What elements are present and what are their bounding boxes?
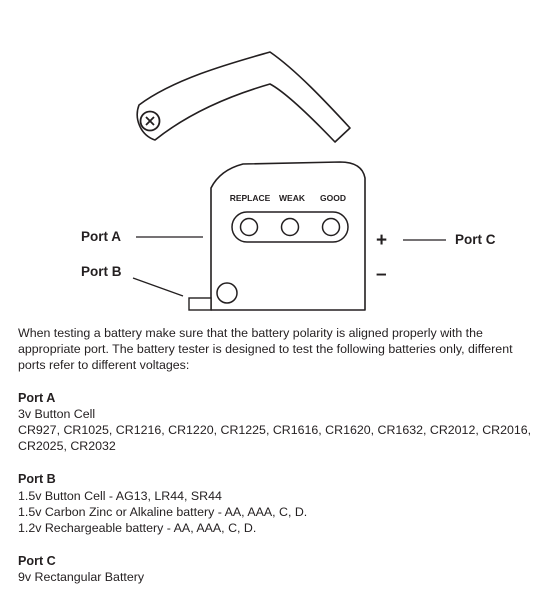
port-a-line: CR927, CR1025, CR1216, CR1220, CR1225, CR1616, CR1620, CR1632, CR2012, CR2016, CR2025, CR2032 xyxy=(18,423,532,454)
port-c-line: 9v Rectangular Battery xyxy=(18,570,145,585)
replace-label: REPLACE xyxy=(229,193,271,203)
plus-sign: + xyxy=(376,230,388,251)
replace-indicator-light xyxy=(241,219,258,236)
instructions-text xyxy=(18,325,543,603)
tester-swing-arm xyxy=(137,52,350,142)
port-a-heading: Port A xyxy=(18,390,56,405)
port-b-line: 1.5v Carbon Zinc or Alkaline battery - AA, AAA, C, D. xyxy=(18,504,308,519)
port-b-leader-line xyxy=(133,278,183,296)
pivot-screw-icon xyxy=(141,112,160,131)
port-b-heading: Port B xyxy=(18,472,56,487)
good-label: GOOD xyxy=(320,193,346,203)
tester-round-button xyxy=(217,283,237,303)
port-a-line: 3v Button Cell xyxy=(18,406,96,421)
port-c-section xyxy=(18,553,543,585)
port-a-label: Port A xyxy=(81,229,121,244)
weak-indicator-light xyxy=(282,219,299,236)
port-b-line: 1.5v Button Cell - AG13, LR44, SR44 xyxy=(18,488,222,503)
port-c-heading: Port C xyxy=(18,554,56,569)
port-b-line: 1.2v Rechargeable battery - AA, AAA, C, D. xyxy=(18,521,257,536)
port-c-label: Port C xyxy=(455,232,496,247)
port-a-section xyxy=(18,390,543,455)
minus-sign: – xyxy=(376,264,387,285)
port-b-section xyxy=(18,471,543,536)
intro-paragraph: When testing a battery make sure that the battery polarity is aligned properly with the appropriate port. The battery tester is designed to test the following batteries only, different ports refer to different voltages: xyxy=(18,326,513,373)
weak-label: WEAK xyxy=(279,193,305,203)
port-b-slot xyxy=(189,298,211,310)
good-indicator-light xyxy=(323,219,340,236)
port-b-label: Port B xyxy=(81,264,122,279)
